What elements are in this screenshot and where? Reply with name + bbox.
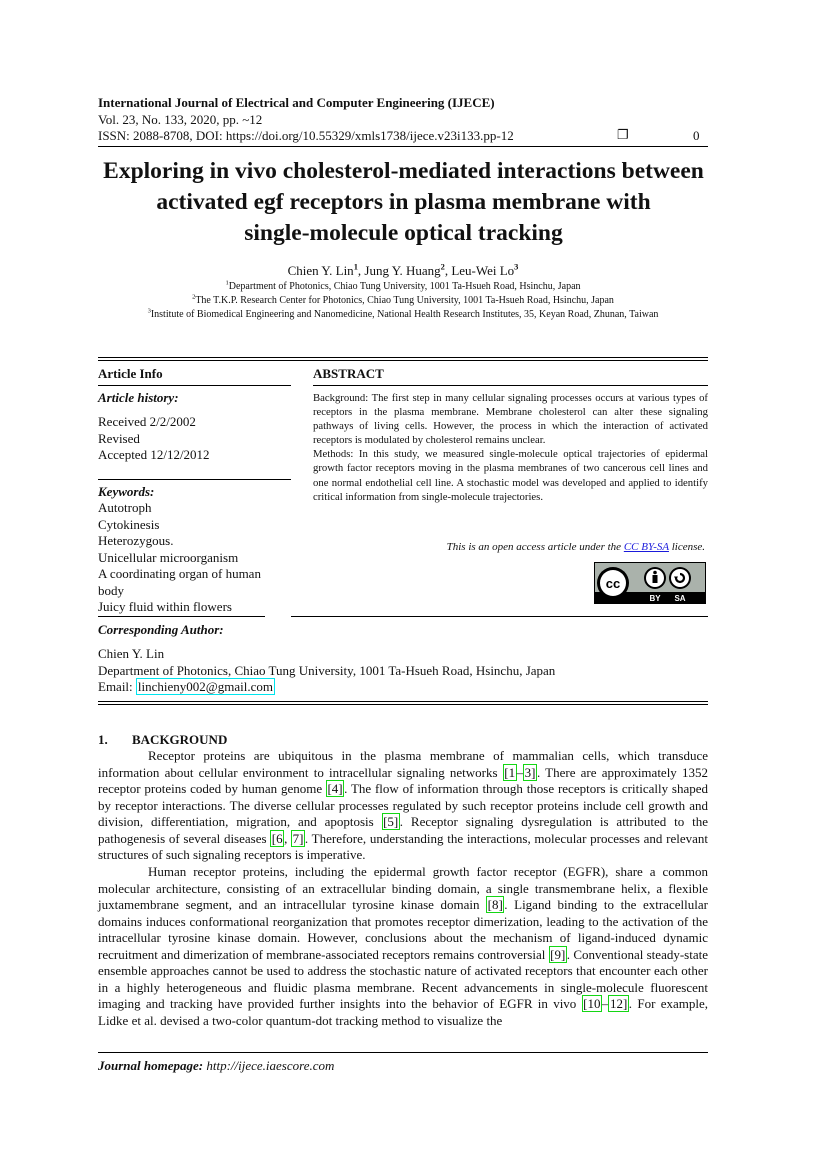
affiliation [98,281,708,292]
volume-line: Vol. 23, No. 133, 2020, pp. ~12 [98,112,263,127]
rule [98,385,291,386]
paragraph-text: . For example, Lidke et al. devised a two-color quantum-dot tracking method to visualize the [98,996,708,1028]
article-history [98,414,210,464]
cc-badge-graphic [595,563,705,603]
keywords-label: Keywords: [98,484,155,499]
author-name: Leu-Wei Lo [451,263,515,278]
rule [98,479,291,480]
abstract-heading: ABSTRACT [313,366,384,381]
issn-doi-line: ISSN: 2088-8708, DOI: https://doi.org/10.55329/xmls1738/ijece.v23i133.pp-12 [98,128,514,143]
affiliation-mark: 3 [147,307,151,315]
paragraph-text: , [284,830,292,846]
citation-link[interactable]: [10 [583,996,601,1011]
section-heading [98,732,227,748]
author-name: Jung Y. Huang [364,263,441,278]
paragraph-1 [98,748,708,864]
paragraph-text: – [516,764,524,780]
keyword: A coordinating organ of human body [98,566,261,598]
abstract-methods: Methods: In this study, we measured single-molecule optical trajectories of epidermal growth factor receptors moving in the plasma membranes of two cancerous cell lines and one normal endothelial cell line. A stochastic model was developed and applied to identify critical information from single-molecule trajectories. [313,448,708,503]
citation-link[interactable]: [8] [487,897,503,912]
paragraph-text: Receptor proteins are ubiquitous in the plasma membrane of mammalian cells, which transduce information about cellular environment to intracellular signaling networks [98,748,708,780]
rule [313,385,708,386]
rule [98,616,265,617]
affiliation [98,295,708,306]
keyword: Autotroph [98,500,152,515]
oa-prefix: This is an open access article under the [446,541,624,553]
citation-link[interactable]: [9] [550,946,566,962]
affiliation-mark: 1 [225,279,229,287]
citation-link[interactable]: [1 [504,764,516,780]
keyword: Unicellular microorganism [98,549,239,565]
paragraph-2 [98,864,708,1029]
rule [291,616,708,617]
cc-text: cc [605,576,621,591]
section-title: BACKGROUND [132,732,228,747]
by-label: BY [649,594,661,603]
article-info-heading: Article Info [98,366,163,381]
body-paragraph [98,748,708,864]
affiliation-text: Department of Photonics, Chiao Tung University, 1001 Ta-Hsueh Road, Hsinchu, Japan [228,281,581,292]
author-name: Chien Y. Lin [287,263,354,278]
keyword: Cytokinesis [98,516,160,532]
double-rule [98,357,708,361]
title-line-2: activated egf receptors in plasma membrane with [156,189,651,215]
paragraph-text: . Ligand binding to the extracellular domains induces conformational reorganization that promotes receptor dimerization, leading to the activation of the intracellular tyrosine kinase domain. However, conclusions about the mechanism of ligand-induced dynamic recruitment and dimerization of membrane-associated receptors remains controversial [98,897,708,962]
history-accepted: Accepted 12/12/2012 [98,447,210,462]
corresponding-name: Chien Y. Lin [98,646,165,661]
author-mark: 2 [440,261,445,272]
paragraph-text: . The flow of information through those receptors is critically shaped by receptor interactions. The diverse cellular processes regulated by such receptor proteins include cell growth and division, differentiation, migration, and apoptosis [98,781,709,829]
body-paragraph [98,864,708,1029]
paper-title [90,156,717,249]
corresponding-author-block [98,646,555,696]
author-mark: 3 [514,261,519,272]
author-list: Chien Y. Lin$^1$, Jung Y. Huang$^2$, Leu-Wei Lo$^3$ [287,261,519,278]
footer-rule [98,1052,708,1053]
keyword: Juicy fluid within flowers [98,599,232,614]
email-link[interactable]: linchieny002@gmail.com [137,679,274,694]
citation-link[interactable]: 12] [609,996,628,1011]
history-revised: Revised [98,430,140,446]
paragraph-text: Human receptor proteins, including the epidermal growth factor receptor (EGFR), share a common molecular architecture, consisting of an extracellular binding domain, a single transmembrane helix, a flexible juxtamembrane segment, and an intracellular tyrosine kinase domain [98,864,708,912]
page-number: 0 [693,128,700,143]
title-line-3: single-molecule optical tracking [244,220,563,246]
cc-by-sa-badge[interactable] [594,562,706,604]
paragraph-text: . There are approximately 1352 receptor proteins coded by human genome [98,764,709,796]
article-history-label: Article history: [98,390,179,405]
history-received: Received 2/2/2002 [98,414,196,429]
paragraph-text: . Therefore, understanding the interactions, molecular processes and relevant structures of such signaling receptors is imperative. [98,830,709,862]
double-rule [98,701,708,705]
affiliation [98,309,708,320]
citation-link[interactable]: [5] [383,814,399,829]
abstract-body [313,391,708,504]
corresponding-email-line [98,679,555,696]
affiliation-mark: 2 [192,293,196,301]
section-number: 1. [98,732,108,747]
keyword: Heterozygous. [98,533,174,548]
open-access-note [313,541,705,553]
citation-link[interactable]: [6 [271,830,283,846]
paragraph-text: . Receptor signaling dysregulation is attributed to the pathogenesis of several diseases [98,814,708,846]
box-icon: ❐ [617,127,629,142]
citation-link[interactable]: [4] [327,781,343,796]
homepage-url[interactable]: http://ijece.iaescore.com [206,1058,335,1073]
oa-suffix: license. [668,541,705,553]
abstract-background: Background: The first step in many cellular signaling processes occurs at various types of receptors in the plasma membrane. Membrane cholesterol can alter these signaling pathways of living cells. However, the process in which the interaction of activated receptors is modulated by cholesterol remains unclear. [313,392,708,447]
homepage-label: Journal homepage: [98,1058,207,1073]
paragraph-text: . Conventional steady-state ensemble approaches cannot be used to address the stochastic nature of activated receptors that encounter each other in a highly heterogeneous and fluidic plasma membrane. Recent advancements in single-molecule fluorescent imaging and tracking have provided further insights into the behavior of EGFR in vivo [98,946,708,1011]
affiliation-text: Institute of Biomedical Engineering and Nanomedicine, National Health Research Institutes, 35, Keyan Road, Zhunan, Taiwan [150,309,659,320]
keywords-list [98,500,288,616]
citation-link[interactable]: 3] [524,764,536,780]
email-label: Email: [98,679,136,694]
author-mark: 1 [353,261,358,272]
title-line-1: Exploring in vivo cholesterol-mediated interactions between [103,158,704,184]
paragraph-text: – [601,996,609,1011]
journal-homepage [98,1058,334,1074]
corresponding-author-label: Corresponding Author: [98,622,224,637]
sa-label: SA [674,594,686,603]
citation-link[interactable]: 7] [292,830,304,846]
header-rule [98,146,708,147]
journal-name: International Journal of Electrical and Computer Engineering (IJECE) [98,95,495,110]
affiliation-text: The T.K.P. Research Center for Photonics, Chiao Tung University, 1001 Ta-Hsueh Road, Hsinchu, Japan [195,295,614,306]
corresponding-address: Department of Photonics, Chiao Tung University, 1001 Ta-Hsueh Road, Hsinchu, Japan [98,662,556,678]
cc-by-sa-link[interactable]: CC BY-SA [623,541,669,553]
